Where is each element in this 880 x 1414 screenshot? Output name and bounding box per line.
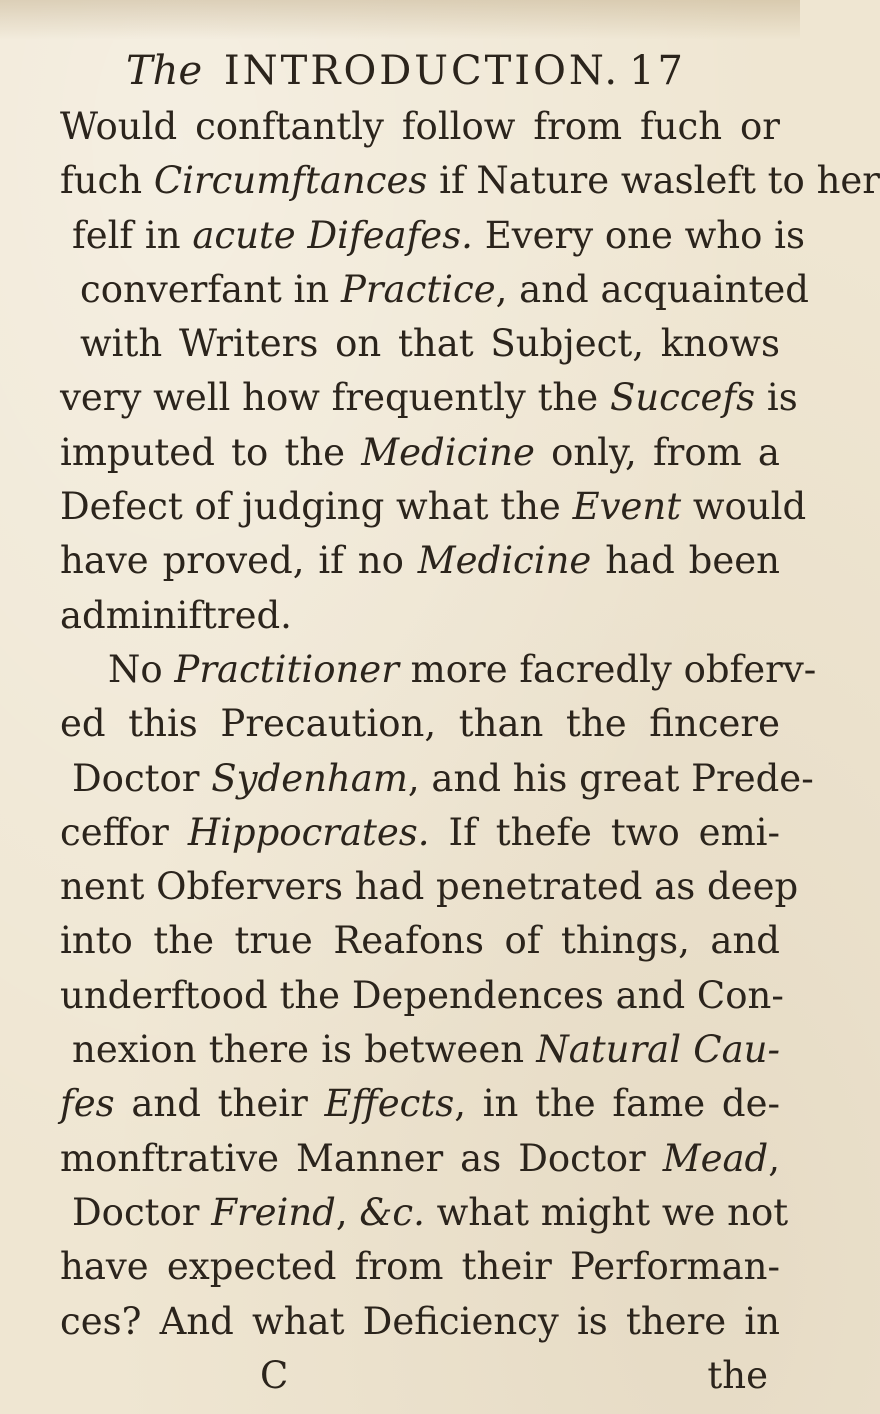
text-line: fes and their Effects, in the fame de- [60, 1082, 780, 1126]
text-line: adminiftred. [60, 593, 292, 637]
text-line: fuch Circumftances if Nature wasleft to her [60, 159, 880, 203]
footer-line [60, 1349, 780, 1403]
text-line: felf in acute Difeafes. Every one who is [72, 213, 805, 257]
text-line: very well how frequently the Succefs is [60, 376, 798, 420]
text-line: nexion there is between Natural Cau- [72, 1028, 780, 1072]
text-line: have proved, if no Medicine had been [60, 539, 780, 583]
text-line: have expected from their Performan- [60, 1245, 780, 1289]
text-line: into the true Reafons of things, and [60, 919, 780, 963]
text-line: nent Obfervers had penetrated as deep [60, 865, 799, 909]
text-line: with Writers on that Subject, knows [80, 322, 780, 366]
text-line: Defect of judging what the Event would [60, 485, 807, 529]
text-line: No Practitioner more facredly obferv- [108, 647, 817, 691]
page-stain [0, 0, 800, 40]
text-line: Would conftantly follow from fuch or [60, 105, 780, 148]
text-line: monftrative Manner as Doctor Mead, [60, 1136, 780, 1180]
text-line: Doctor Freind, &c. what might we not [72, 1190, 789, 1234]
page-number: 17 [629, 48, 686, 94]
body-text [60, 100, 880, 1403]
text-line: ces? And what Deficiency is there in [60, 1299, 780, 1343]
catchword: the [707, 1353, 768, 1397]
signature-mark: C [260, 1353, 289, 1397]
running-head-the: The [126, 48, 203, 94]
text-line: ceffor Hippocrates. If thefe two emi- [60, 810, 780, 854]
text-line: converfant in Practice, and acquainted [80, 267, 809, 311]
text-line: imputed to the Medicine only, from a [60, 430, 780, 474]
text-line: Doctor Sydenham, and his great Prede- [72, 756, 814, 800]
text-line: ed this Precaution, than the fincere [60, 702, 780, 746]
running-head [126, 48, 686, 104]
running-head-title: INTRODUCTION. [223, 48, 621, 94]
text-line: underftood the Dependences and Con- [60, 973, 784, 1017]
